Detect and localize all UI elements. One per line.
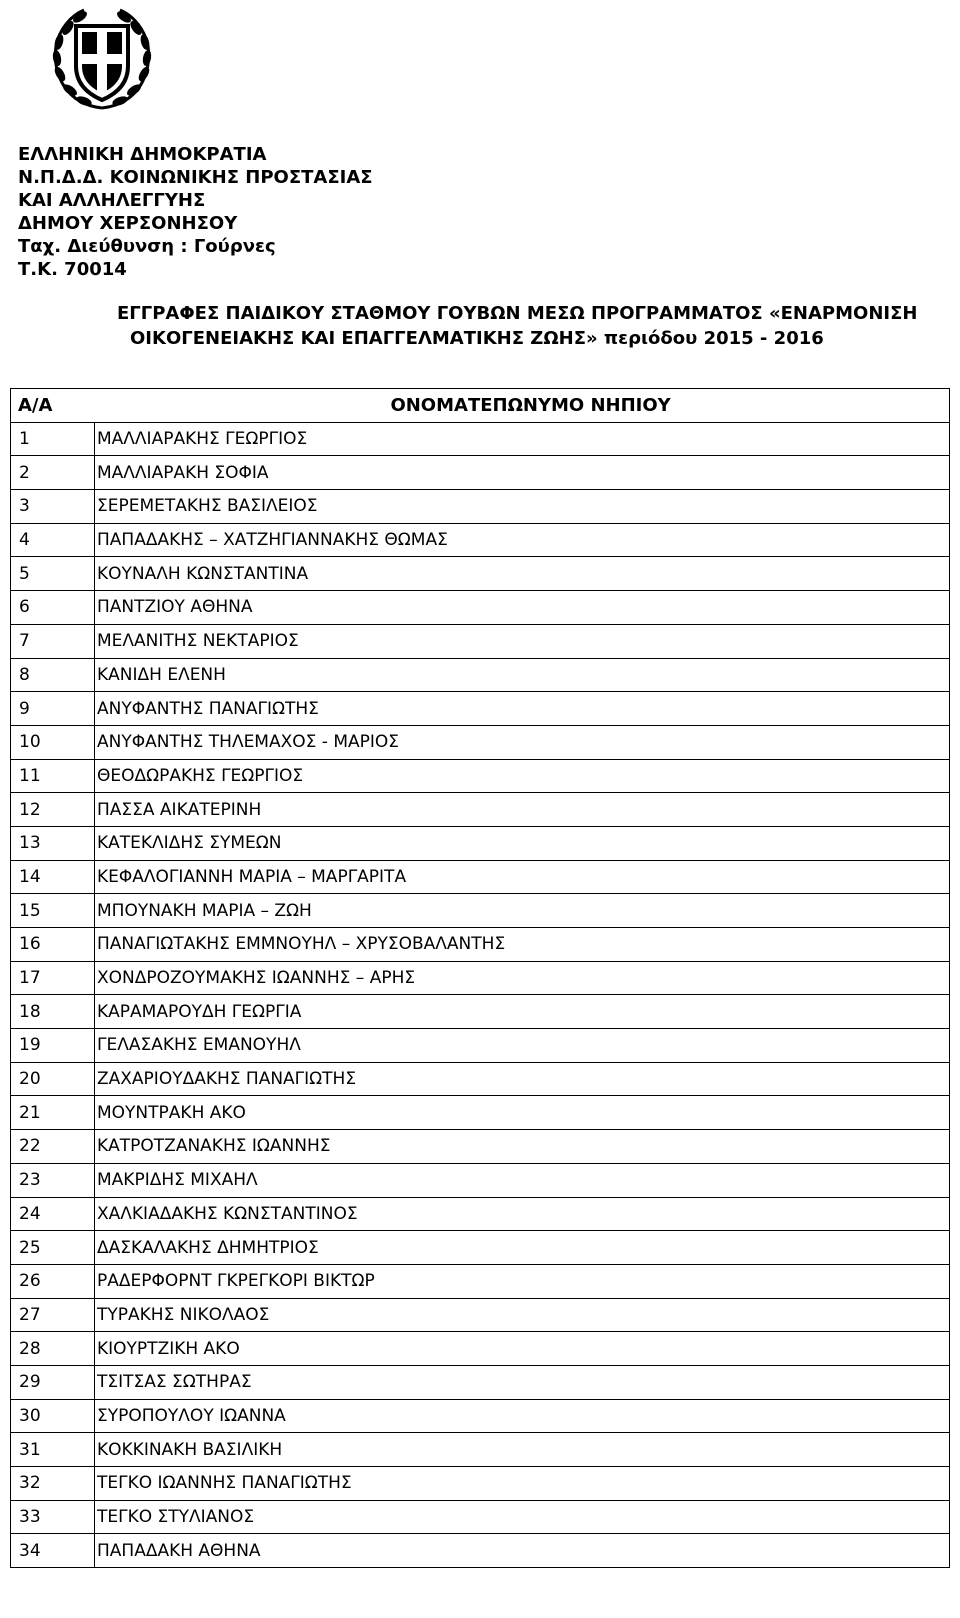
table-row bbox=[11, 1197, 950, 1231]
child-name: ΤΕΓΚΟ ΙΩΑΝΝΗΣ ΠΑΝΑΓΙΩΤΗΣ bbox=[95, 1467, 950, 1501]
table-row bbox=[11, 1433, 950, 1467]
child-name: ΜΑΛΛΙΑΡΑΚΗ ΣΟΦΙΑ bbox=[95, 456, 950, 490]
table-row bbox=[11, 793, 950, 827]
child-name: ΚΟΥΝΑΛΗ ΚΩΝΣΤΑΝΤΙΝΑ bbox=[95, 557, 950, 591]
table-row bbox=[11, 1467, 950, 1501]
child-name: ΧΟΝΔΡΟΖΟΥΜΑΚΗΣ ΙΩΑΝΝΗΣ – ΑΡΗΣ bbox=[95, 961, 950, 995]
child-name: ΜΟΥΝΤΡΑΚΗ ΑΚΟ bbox=[95, 1096, 950, 1130]
header-line: ΚΑΙ ΑΛΛΗΛΕΓΓΥΗΣ bbox=[18, 190, 206, 211]
table-row bbox=[11, 591, 950, 625]
table-row bbox=[11, 1500, 950, 1534]
row-number: 8 bbox=[11, 658, 95, 692]
row-number: 15 bbox=[11, 894, 95, 928]
table-header-row bbox=[11, 389, 950, 423]
child-name: ΠΑΠΑΔΑΚΗ ΑΘΗΝΑ bbox=[95, 1534, 950, 1568]
table-row bbox=[11, 725, 950, 759]
row-number: 33 bbox=[11, 1500, 95, 1534]
column-header-number: Α/Α bbox=[18, 394, 53, 416]
child-name: ΠΑΝΑΓΙΩΤΑΚΗΣ ΕΜΜΝΟΥΗΛ – ΧΡΥΣΟΒΑΛΑΝΤΗΣ bbox=[95, 928, 950, 962]
child-name: ΚΕΦΑΛΟΓΙΑΝΝΗ ΜΑΡΙΑ – ΜΑΡΓΑΡΙΤΑ bbox=[95, 860, 950, 894]
row-number: 14 bbox=[11, 860, 95, 894]
row-number: 18 bbox=[11, 995, 95, 1029]
row-number: 34 bbox=[11, 1534, 95, 1568]
coat-of-arms-emblem bbox=[46, 4, 158, 116]
row-number: 13 bbox=[11, 826, 95, 860]
child-name: ΣΥΡΟΠΟΥΛΟΥ ΙΩΑΝΝΑ bbox=[95, 1399, 950, 1433]
table-row bbox=[11, 961, 950, 995]
header-line: Τ.Κ. 70014 bbox=[18, 259, 127, 280]
child-name: ΓΕΛΑΣΑΚΗΣ ΕΜΑΝΟΥΗΛ bbox=[95, 1029, 950, 1063]
child-name: ΤΕΓΚΟ ΣΤΥΛΙΑΝΟΣ bbox=[95, 1500, 950, 1534]
document-title-line-1: ΕΓΓΡΑΦΕΣ ΠΑΙΔΙΚΟΥ ΣΤΑΘΜΟΥ ΓΟΥΒΩΝ ΜΕΣΩ ΠΡΟΓΡΑΜΜΑΤΟΣ «ΕΝΑΡΜΟΝΙΣΗ bbox=[117, 303, 918, 324]
table-row bbox=[11, 1332, 950, 1366]
header-line: Ταχ. Διεύθυνση : Γούρνες bbox=[18, 236, 276, 257]
row-number: 29 bbox=[11, 1365, 95, 1399]
table-row bbox=[11, 860, 950, 894]
row-number: 19 bbox=[11, 1029, 95, 1063]
table-row bbox=[11, 826, 950, 860]
title-bold-part: ΟΙΚΟΓΕΝΕΙΑΚΗΣ ΚΑΙ ΕΠΑΓΓΕΛΜΑΤΙΚΗΣ ΖΩΗΣ» bbox=[130, 328, 598, 349]
organization-header bbox=[18, 143, 373, 281]
table-row bbox=[11, 759, 950, 793]
table-row bbox=[11, 422, 950, 456]
child-name: ΠΑΣΣΑ ΑΙΚΑΤΕΡΙΝΗ bbox=[95, 793, 950, 827]
row-number: 21 bbox=[11, 1096, 95, 1130]
row-number: 4 bbox=[11, 523, 95, 557]
row-number: 10 bbox=[11, 725, 95, 759]
table-row bbox=[11, 523, 950, 557]
child-name: ΔΑΣΚΑΛΑΚΗΣ ΔΗΜΗΤΡΙΟΣ bbox=[95, 1231, 950, 1265]
child-name: ΠΑΝΤΖΙΟΥ ΑΘΗΝΑ bbox=[95, 591, 950, 625]
child-name: ΤΥΡΑΚΗΣ ΝΙΚΟΛΑΟΣ bbox=[95, 1298, 950, 1332]
row-number: 17 bbox=[11, 961, 95, 995]
table-row bbox=[11, 1096, 950, 1130]
table-row bbox=[11, 456, 950, 490]
row-number: 25 bbox=[11, 1231, 95, 1265]
child-name: ΘΕΟΔΩΡΑΚΗΣ ΓΕΩΡΓΙΟΣ bbox=[95, 759, 950, 793]
row-number: 1 bbox=[11, 422, 95, 456]
child-name: ΖΑΧΑΡΙΟΥΔΑΚΗΣ ΠΑΝΑΓΙΩΤΗΣ bbox=[95, 1062, 950, 1096]
row-number: 16 bbox=[11, 928, 95, 962]
row-number: 12 bbox=[11, 793, 95, 827]
row-number: 26 bbox=[11, 1264, 95, 1298]
table-row bbox=[11, 557, 950, 591]
child-name: ΡΑΔΕΡΦΟΡΝΤ ΓΚΡΕΓΚΟΡΙ ΒΙΚΤΩΡ bbox=[95, 1264, 950, 1298]
row-number: 20 bbox=[11, 1062, 95, 1096]
child-name: ΧΑΛΚΙΑΔΑΚΗΣ ΚΩΝΣΤΑΝΤΙΝΟΣ bbox=[95, 1197, 950, 1231]
child-name: ΚΑΤΕΚΛΙΔΗΣ ΣΥΜΕΩΝ bbox=[95, 826, 950, 860]
column-header-name: ΟΝΟΜΑΤΕΠΩΝΥΜΟ ΝΗΠΙΟΥ bbox=[390, 394, 671, 416]
row-number: 27 bbox=[11, 1298, 95, 1332]
row-number: 32 bbox=[11, 1467, 95, 1501]
table-row bbox=[11, 1130, 950, 1164]
header-line: ΕΛΛΗΝΙΚΗ ΔΗΜΟΚΡΑΤΙΑ bbox=[18, 144, 267, 165]
row-number: 23 bbox=[11, 1163, 95, 1197]
table-header-cell bbox=[11, 389, 950, 423]
child-name: ΚΑΤΡΟΤΖΑΝΑΚΗΣ ΙΩΑΝΝΗΣ bbox=[95, 1130, 950, 1164]
table-row bbox=[11, 490, 950, 524]
child-name: ΑΝΥΦΑΝΤΗΣ ΠΑΝΑΓΙΩΤΗΣ bbox=[95, 692, 950, 726]
child-name: ΜΠΟΥΝΑΚΗ ΜΑΡΙΑ – ΖΩΗ bbox=[95, 894, 950, 928]
table-row bbox=[11, 1534, 950, 1568]
child-name: ΠΑΠΑΔΑΚΗΣ – ΧΑΤΖΗΓΙΑΝΝΑΚΗΣ ΘΩΜΑΣ bbox=[95, 523, 950, 557]
row-number: 9 bbox=[11, 692, 95, 726]
table-row bbox=[11, 658, 950, 692]
table-row bbox=[11, 692, 950, 726]
row-number: 11 bbox=[11, 759, 95, 793]
row-number: 31 bbox=[11, 1433, 95, 1467]
table-row bbox=[11, 624, 950, 658]
child-name: ΚΑΝΙΔΗ ΕΛΕΝΗ bbox=[95, 658, 950, 692]
title-period: περιόδου 2015 - 2016 bbox=[597, 328, 824, 349]
child-name: ΚΑΡΑΜΑΡΟΥΔΗ ΓΕΩΡΓΙΑ bbox=[95, 995, 950, 1029]
table-row bbox=[11, 995, 950, 1029]
children-registration-table bbox=[10, 388, 950, 1568]
row-number: 7 bbox=[11, 624, 95, 658]
child-name: ΜΕΛΑΝΙΤΗΣ ΝΕΚΤΑΡΙΟΣ bbox=[95, 624, 950, 658]
header-line: ΔΗΜΟΥ ΧΕΡΣΟΝΗΣΟΥ bbox=[18, 213, 238, 234]
table-row bbox=[11, 1399, 950, 1433]
table-row bbox=[11, 1365, 950, 1399]
table-row bbox=[11, 894, 950, 928]
row-number: 30 bbox=[11, 1399, 95, 1433]
header-line: Ν.Π.Δ.Δ. ΚΟΙΝΩΝΙΚΗΣ ΠΡΟΣΤΑΣΙΑΣ bbox=[18, 167, 373, 188]
child-name: ΤΣΙΤΣΑΣ ΣΩΤΗΡΑΣ bbox=[95, 1365, 950, 1399]
child-name: ΑΝΥΦΑΝΤΗΣ ΤΗΛΕΜΑΧΟΣ - ΜΑΡΙΟΣ bbox=[95, 725, 950, 759]
child-name: ΚΙΟΥΡΤΖΙΚΗ ΑΚΟ bbox=[95, 1332, 950, 1366]
table-row bbox=[11, 1029, 950, 1063]
child-name: ΜΑΛΛΙΑΡΑΚΗΣ ΓΕΩΡΓΙΟΣ bbox=[95, 422, 950, 456]
row-number: 5 bbox=[11, 557, 95, 591]
table-row bbox=[11, 1298, 950, 1332]
row-number: 28 bbox=[11, 1332, 95, 1366]
table-row bbox=[11, 928, 950, 962]
row-number: 2 bbox=[11, 456, 95, 490]
row-number: 22 bbox=[11, 1130, 95, 1164]
row-number: 24 bbox=[11, 1197, 95, 1231]
row-number: 3 bbox=[11, 490, 95, 524]
child-name: ΣΕΡΕΜΕΤΑΚΗΣ ΒΑΣΙΛΕΙΟΣ bbox=[95, 490, 950, 524]
table-row bbox=[11, 1062, 950, 1096]
child-name: ΚΟΚΚΙΝΑΚΗ ΒΑΣΙΛΙΚΗ bbox=[95, 1433, 950, 1467]
document-title-line-2 bbox=[130, 326, 824, 351]
table-row bbox=[11, 1264, 950, 1298]
table-row bbox=[11, 1163, 950, 1197]
table-row bbox=[11, 1231, 950, 1265]
child-name: ΜΑΚΡΙΔΗΣ ΜΙΧΑΗΛ bbox=[95, 1163, 950, 1197]
row-number: 6 bbox=[11, 591, 95, 625]
